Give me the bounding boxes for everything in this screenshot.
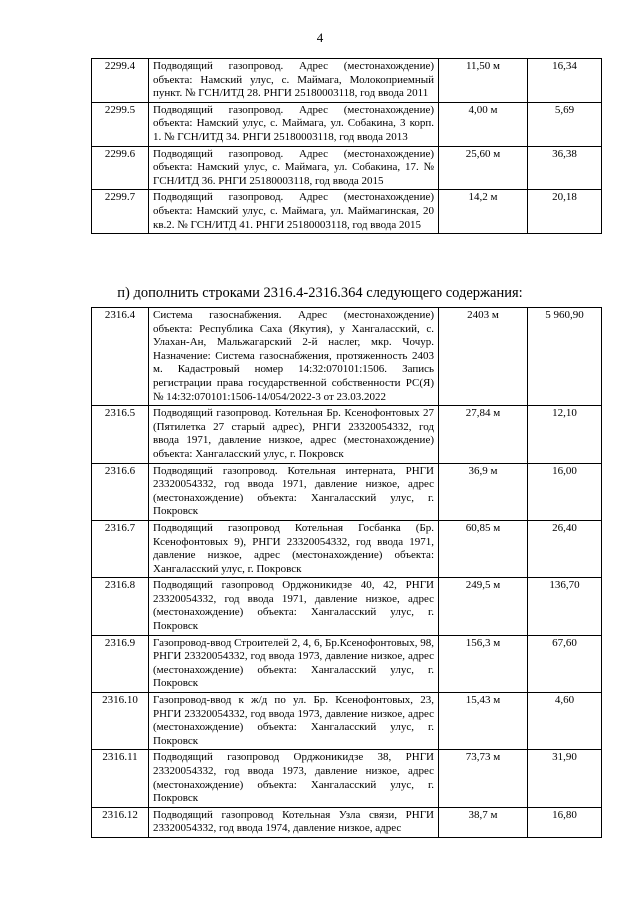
description-cell: Подводящий газопровод. Адрес (местонахождение) объекта: Намский улус, с. Маймага, ул. Собакина, 3 корп. 1. № ГСН/ИТД 34. РНГИ 25180003118, год ввода 2013: [149, 102, 439, 146]
length-cell: 60,85 м: [439, 520, 528, 577]
row-number-cell: 2316.4: [92, 308, 149, 406]
table-row: [92, 308, 602, 406]
length-cell: 73,73 м: [439, 750, 528, 807]
table-row: [92, 635, 602, 692]
description-cell: Подводящий газопровод Котельная Госбанка (Бр. Ксенофонтовых 9), РНГИ 23320054332, год ввода 1971, давление низкое, адрес (местонахождение) объекта: Хангаласский улус, г. Покровск: [149, 520, 439, 577]
value-cell: 4,60: [528, 693, 602, 750]
row-number-cell: 2299.5: [92, 102, 149, 146]
table-row: [92, 520, 602, 577]
table-row: [92, 693, 602, 750]
registry-table-top: [91, 58, 602, 234]
description-cell: Подводящий газопровод. Адрес (местонахождение) объекта: Намский улус, с. Маймага, ул. Собакина, 17. № ГСН/ИТД 36. РНГИ 25180003118, год ввода 2015: [149, 146, 439, 190]
table-row: [92, 190, 602, 234]
row-number-cell: 2299.4: [92, 59, 149, 103]
description-cell: Система газоснабжения. Адрес (местонахождение) объекта: Республика Саха (Якутия), у Хангаласский, с. Улахан-Ан, Мальжагарский 2-й наслег, мкр. Чочур. Назначение: Система газоснабжения, протяженность 2403 м. Кадастровый номер 14:32:070101:1506. Запись регистрации права государственной собственности РС(Я) № 14:32:070101:1506-14/054/2022-3 от 23.03.2022: [149, 308, 439, 406]
length-cell: 2403 м: [439, 308, 528, 406]
row-number-cell: 2299.7: [92, 190, 149, 234]
description-cell: Подводящий газопровод Орджоникидзе 38, РНГИ 23320054332, год ввода 1973, давление низкое, адрес (местонахождение) объекта: Хангаласский улус, г. Покровск: [149, 750, 439, 807]
row-number-cell: 2316.9: [92, 635, 149, 692]
length-cell: 25,60 м: [439, 146, 528, 190]
row-number-cell: 2316.8: [92, 578, 149, 635]
description-cell: Подводящий газопровод. Адрес (местонахождение) объекта: Намский улус, с. Маймага, ул. Маймагинская, 20 кв.2. № ГСН/ИТД 41. РНГИ 25180003118, год ввода 2015: [149, 190, 439, 234]
table-row: [92, 807, 602, 837]
table-row: [92, 102, 602, 146]
value-cell: 16,80: [528, 807, 602, 837]
description-cell: Подводящий газопровод. Котельная интерната, РНГИ 23320054332, год ввода 1971, давление низкое, адрес (местонахождение) объекта: Хангаласский улус, г. Покровск: [149, 463, 439, 520]
registry-table-bottom: [91, 307, 602, 838]
row-number-cell: 2299.6: [92, 146, 149, 190]
description-cell: Газопровод-ввод к ж/д по ул. Бр. Ксенофонтовых, 23, РНГИ 23320054332, год ввода 1973, давление низкое, адрес (местонахождение) объекта: Хангаласский улус, г. Покровск: [149, 693, 439, 750]
length-cell: 4,00 м: [439, 102, 528, 146]
section-heading: п) дополнить строками 2316.4-2316.364 следующего содержания:: [117, 285, 523, 301]
table-row: [92, 146, 602, 190]
description-cell: Подводящий газопровод. Котельная Бр. Ксенофонтовых 27 (Пятилетка 27 старый адрес), РНГИ 23320054332, год ввода 1971, давление низкое, адрес (местонахождение) объекта: Хангаласский улус, г. Покровск: [149, 406, 439, 463]
row-number-cell: 2316.11: [92, 750, 149, 807]
value-cell: 16,00: [528, 463, 602, 520]
registry-table-bottom-body: [92, 308, 602, 838]
length-cell: 11,50 м: [439, 59, 528, 103]
value-cell: 67,60: [528, 635, 602, 692]
table-row: [92, 750, 602, 807]
description-cell: Газопровод-ввод Строителей 2, 4, 6, Бр.Ксенофонтовых, 98, РНГИ 23320054332, год ввода 1973, давление низкое, адрес (местонахождение) объекта: Хангаласский улус, г. Покровск: [149, 635, 439, 692]
value-cell: 136,70: [528, 578, 602, 635]
value-cell: 16,34: [528, 59, 602, 103]
length-cell: 14,2 м: [439, 190, 528, 234]
value-cell: 31,90: [528, 750, 602, 807]
length-cell: 27,84 м: [439, 406, 528, 463]
length-cell: 156,3 м: [439, 635, 528, 692]
table-row: [92, 463, 602, 520]
row-number-cell: 2316.7: [92, 520, 149, 577]
description-cell: Подводящий газопровод. Адрес (местонахождение) объекта: Намский улус, с. Маймага, Молокоприемный пункт. № ГСН/ИТД 28. РНГИ 25180003118, год ввода 2011: [149, 59, 439, 103]
value-cell: 12,10: [528, 406, 602, 463]
table-row: [92, 578, 602, 635]
value-cell: 5,69: [528, 102, 602, 146]
value-cell: 26,40: [528, 520, 602, 577]
description-cell: Подводящий газопровод Орджоникидзе 40, 42, РНГИ 23320054332, год ввода 1971, давление низкое, адрес (местонахождение) объекта: Хангаласский улус, г. Покровск: [149, 578, 439, 635]
length-cell: 36,9 м: [439, 463, 528, 520]
row-number-cell: 2316.10: [92, 693, 149, 750]
row-number-cell: 2316.5: [92, 406, 149, 463]
value-cell: 20,18: [528, 190, 602, 234]
length-cell: 38,7 м: [439, 807, 528, 837]
description-cell: Подводящий газопровод Котельная Узла связи, РНГИ 23320054332, год ввода 1974, давление низкое, адрес: [149, 807, 439, 837]
table-row: [92, 406, 602, 463]
value-cell: 5 960,90: [528, 308, 602, 406]
row-number-cell: 2316.6: [92, 463, 149, 520]
page-number: 4: [316, 30, 324, 45]
value-cell: 36,38: [528, 146, 602, 190]
table-row: [92, 59, 602, 103]
registry-table-top-body: [92, 59, 602, 234]
length-cell: 249,5 м: [439, 578, 528, 635]
length-cell: 15,43 м: [439, 693, 528, 750]
row-number-cell: 2316.12: [92, 807, 149, 837]
